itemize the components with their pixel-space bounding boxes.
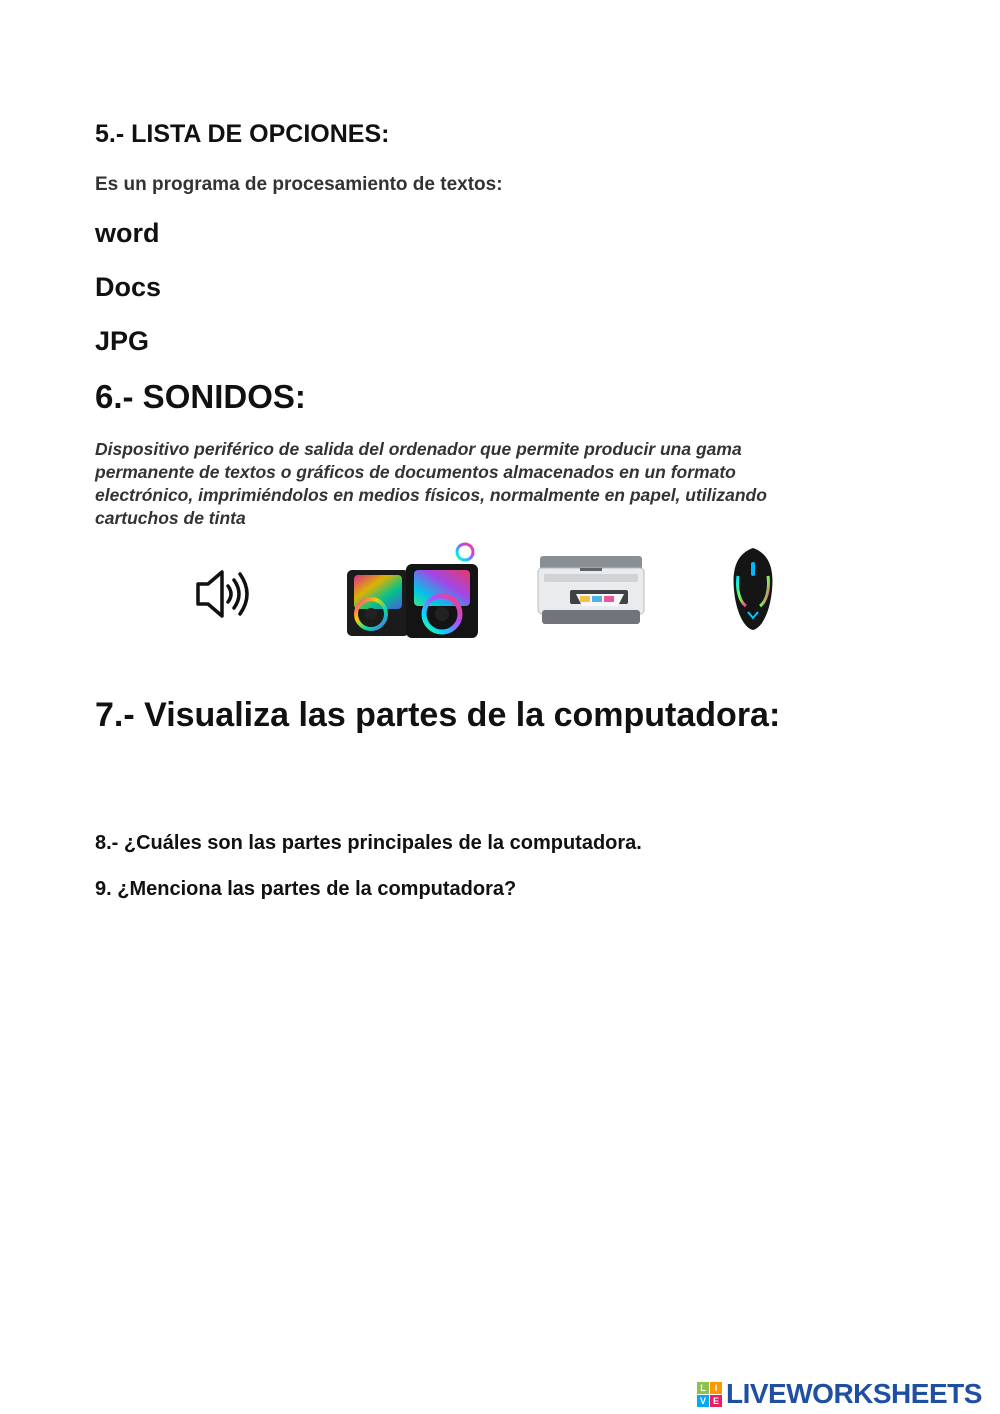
section-9-question: 9. ¿Menciona las partes de la computadora?: [95, 878, 517, 900]
section-8-question: 8.- ¿Cuáles son las partes principales de la computadora.: [95, 832, 642, 854]
brand-name: LIVEWORKSHEETS: [726, 1378, 982, 1409]
speaker-sound-icon[interactable]: [190, 564, 254, 624]
option-docs[interactable]: Docs: [95, 272, 162, 302]
liveworksheets-logo-icon: [697, 1382, 722, 1407]
logo-letter-l: L: [697, 1382, 709, 1394]
printer-image[interactable]: [536, 548, 646, 630]
option-jpg[interactable]: JPG: [95, 326, 150, 356]
gaming-mouse-image[interactable]: [726, 546, 780, 632]
option-word[interactable]: word: [95, 218, 160, 248]
rgb-speakers-image[interactable]: [344, 542, 482, 640]
liveworksheets-brand[interactable]: [697, 1374, 982, 1414]
section-5-question: Es un programa de procesamiento de textos:: [95, 174, 503, 195]
logo-letter-e: E: [710, 1395, 722, 1407]
section-7-title: 7.- Visualiza las partes de la computadora:: [95, 696, 781, 734]
section-6-title: 6.- SONIDOS:: [95, 378, 306, 415]
logo-letter-i: I: [710, 1382, 722, 1394]
logo-letter-v: V: [697, 1395, 709, 1407]
section-5-title: 5.- LISTA DE OPCIONES:: [95, 120, 390, 148]
section-6-description: Dispositivo periférico de salida del ordenador que permite producir una gama permanente de textos o gráficos de documentos almacenados en un formato electrónico, imprimiéndolos en medios físicos, normalmente en papel, utilizando cartuchos de tinta: [95, 439, 767, 528]
